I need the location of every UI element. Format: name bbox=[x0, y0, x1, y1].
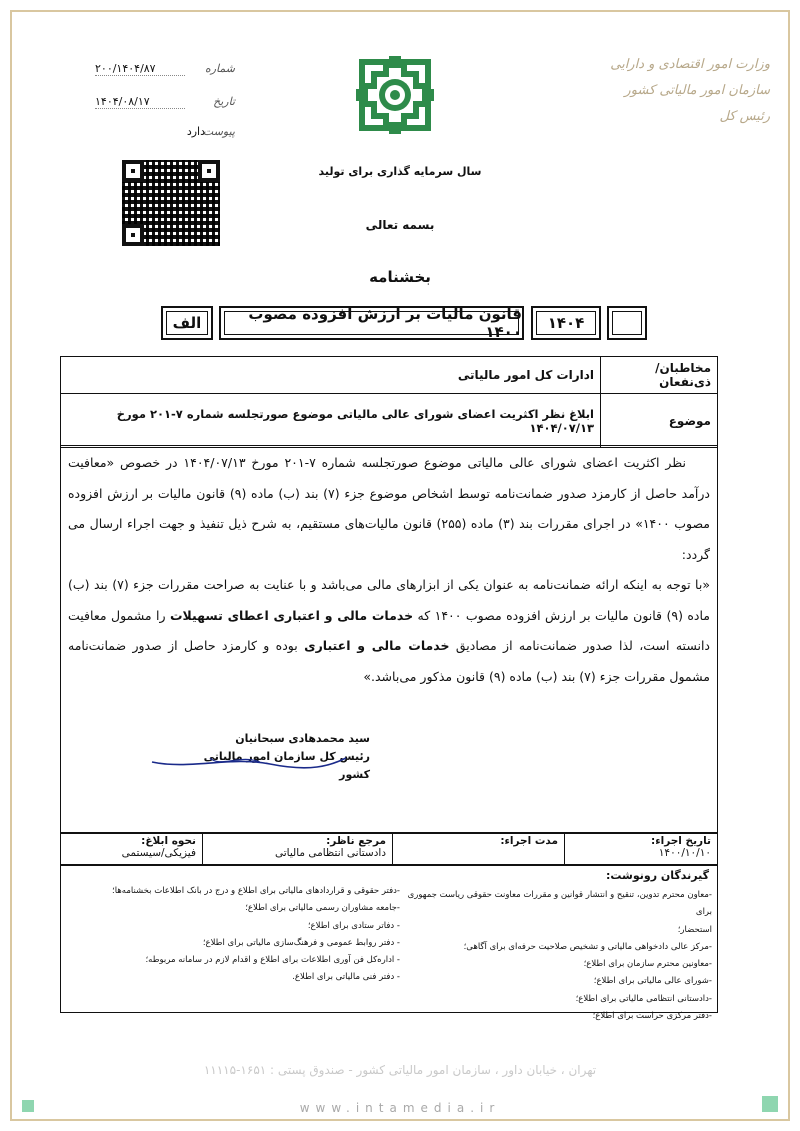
law-box bbox=[219, 306, 524, 340]
body-paragraph-1: نظر اکثریت اعضای شورای عالی مالیاتی موضوع صورتجلسه شماره ۷-۲۰۱ مورخ ۱۴۰۴/۰۷/۱۳ در خصوص «معافیت درآمد حاصل از کارمزد صدور ضمانت‌نامه توسط اشخاص موضوع جزء (۷) بند (ب) ماده (۹) قانون مالیات بر ارزش افزوده مصوب ۱۴۰۰» در اجرای مقررات بند (۳) ماده (۲۵۵) قانون مالیات‌های مستقیم، به شرح ذیل تنفیذ و جهت اجراء ارسال می گردد: bbox=[68, 455, 710, 562]
footer-address: تهران ، خیابان داور ، سازمان امور مالیاتی کشور - صندوق پستی : ۱۶۵۱-۱۱۱۱۵ bbox=[203, 1063, 597, 1077]
decorative-square-icon bbox=[22, 1100, 34, 1112]
list-item: -شورای عالی مالیاتی برای اطلاع؛ bbox=[593, 976, 712, 987]
ministry-line: وزارت امور اقتصادی و دارایی bbox=[610, 57, 770, 72]
list-item: - دفتر فنی مالیاتی برای اطلاع. bbox=[292, 972, 400, 983]
year-value: ۱۴۰۴ bbox=[547, 314, 585, 332]
document-type: بخشنامه bbox=[369, 268, 431, 286]
blank-box bbox=[607, 306, 647, 340]
list-item: -معاونین محترم سازمان برای اطلاع؛ bbox=[583, 959, 712, 970]
letter-date-label: تاریخ bbox=[213, 95, 235, 108]
list-item: - دفتر روابط عمومی و فرهنگ‌سازی مالیاتی برای اطلاع؛ bbox=[202, 937, 400, 948]
list-item: -دفتر حقوقی و قراردادهای مالیاتی برای اطلاع و درج در بانک اطلاعات بخشنامه‌ها؛ bbox=[112, 886, 400, 896]
list-item: -جامعه مشاوران رسمی مالیاتی برای اطلاع؛ bbox=[245, 903, 400, 914]
exec-date-value: ۱۴۰۰/۱۰/۱۰ bbox=[658, 847, 711, 859]
letter-number-label: شماره bbox=[204, 62, 235, 75]
list-item: - دفاتر ستادی برای اطلاع؛ bbox=[307, 920, 400, 931]
addressees-label: مخاطبان/ذی‌نفعان bbox=[601, 357, 718, 394]
subject-value: ابلاغ نظر اکثریت اعضای شورای عالی مالیاتی موضوع صورتجلسه شماره ۷-۲۰۱ مورخ ۱۴۰۴/۰۷/۱۳ bbox=[61, 394, 601, 448]
authority-cell: مرجع ناظر: دادستانی انتظامی مالیاتی bbox=[202, 834, 392, 864]
letter-attachment-value: دارد bbox=[186, 125, 205, 138]
recipients-title: گیرندگان رونوشت: bbox=[605, 869, 709, 882]
tax-organization-logo-icon bbox=[352, 52, 438, 138]
list-item: -دفتر مرکزی حراست برای اطلاع؛ bbox=[592, 1011, 712, 1022]
header-table bbox=[60, 356, 718, 448]
series-value: الف bbox=[172, 314, 202, 332]
list-item: - اداره‌کل فن آوری اطلاعات برای اطلاع و اقدام لازم در سامانه مربوطه؛ bbox=[145, 955, 400, 966]
law-value: قانون مالیات بر ارزش افزوده مصوب ۱۴۰۰ bbox=[248, 305, 522, 341]
execution-info-row bbox=[60, 833, 718, 865]
footer-website: www.intamedia.ir bbox=[299, 1101, 501, 1115]
addressees-value: ادارات کل امور مالیاتی bbox=[61, 357, 601, 394]
year-box bbox=[531, 306, 601, 340]
ministry-header bbox=[590, 52, 770, 130]
list-item: -مرکز عالی دادخواهی مالیاتی و تشخیص صلاحیت حرفه‌ای برای آگاهی؛ bbox=[463, 941, 712, 952]
list-item: -دادستانی انتظامی مالیاتی برای اطلاع؛ bbox=[575, 993, 712, 1004]
qr-code-icon bbox=[122, 160, 220, 246]
list-item: استحضار؛ bbox=[677, 924, 712, 935]
recipients-right-list bbox=[392, 887, 712, 1025]
duration-cell: مدت اجراء: bbox=[392, 834, 564, 864]
letter-attachment-label: پیوست bbox=[202, 125, 235, 138]
exec-date-cell: تاریخ اجراء: ۱۴۰۰/۱۰/۱۰ bbox=[564, 834, 717, 864]
year-slogan: سال سرمایه گذاری برای تولید bbox=[318, 165, 482, 178]
handwritten-signature-icon bbox=[150, 752, 350, 772]
subject-label: موضوع bbox=[601, 394, 718, 448]
letter-number-value: ۲۰۰/۱۴۰۴/۸۷ bbox=[95, 62, 185, 76]
authority-value: دادستانی انتظامی مالیاتی bbox=[274, 847, 386, 859]
recipients-left-list bbox=[100, 883, 400, 987]
list-item: -معاون محترم تدوین، تنقیح و انتشار قوانین و مقررات معاونت حقوقی ریاست جمهوری برای bbox=[407, 890, 712, 918]
signer-name: سید محمدهادی سبحانیان bbox=[235, 732, 370, 745]
decorative-square-icon bbox=[762, 1096, 778, 1112]
head-line: رئیس کل bbox=[719, 109, 770, 124]
series-box bbox=[161, 306, 213, 340]
organization-line: سازمان امور مالیاتی کشور bbox=[624, 83, 770, 98]
body-paragraph-2: «با توجه به اینکه ارائه ضمانت‌نامه به عنوان یکی از ابزارهای مالی می‌باشد و با عنایت به صراحت مقررات جزء (۷) بند (ب) ماده (۹) قانون مالیات بر ارزش افزوده مصوب ۱۴۰۰ که خدمات مالی و اعتباری اعطای تسهیلات را مشمول معافیت دانسته است، لذا صدور ضمانت‌نامه از مصادیق خدمات مالی و اعتباری بوده و کارمزد حاصل از صدور ضمانت‌نامه مشمول مقررات جزء (۷) بند (ب) ماده (۹) قانون مذکور می‌باشد.» bbox=[68, 577, 710, 684]
method-value: فیزیکی/سیستمی bbox=[121, 847, 196, 859]
signer-position: رئیس کل سازمان امور مالیاتی کشور bbox=[203, 750, 370, 781]
letter-date-value: ۱۴۰۴/۰۸/۱۷ bbox=[95, 95, 185, 109]
method-cell: نحوه ابلاغ: فیزیکی/سیستمی bbox=[61, 834, 202, 864]
bismillah: بسمه تعالی bbox=[365, 218, 435, 232]
bold-phrase-1: خدمات مالی و اعتباری اعطای تسهیلات bbox=[169, 607, 414, 623]
bold-phrase-2: خدمات مالی و اعتباری bbox=[304, 638, 450, 653]
